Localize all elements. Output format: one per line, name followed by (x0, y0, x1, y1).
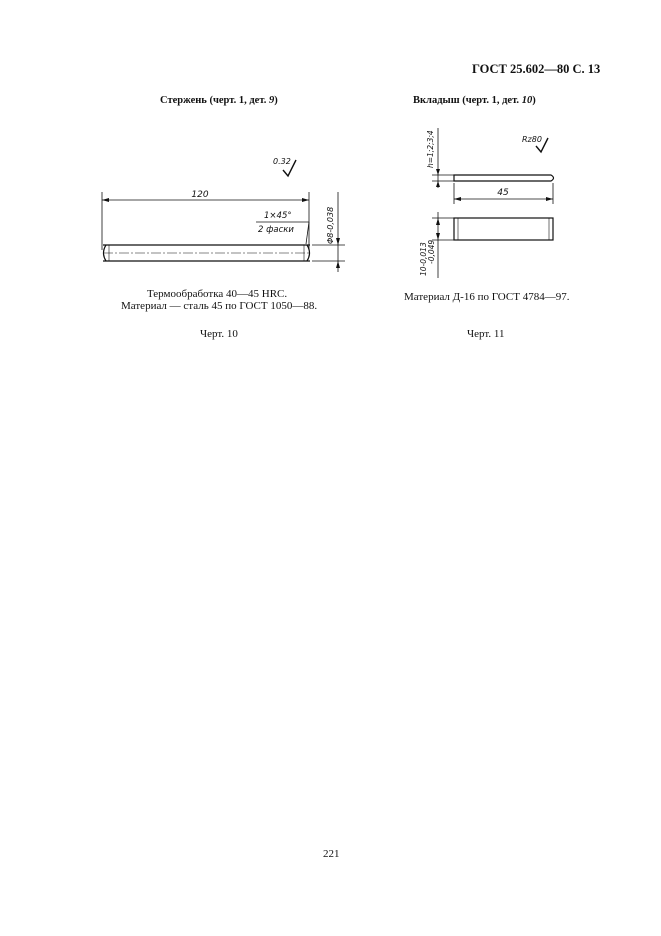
left-note-material: Материал — сталь 45 по ГОСТ 1050—88. (121, 300, 318, 312)
left-note-heat-treatment: Термообработка 40—45 HRC. (147, 288, 288, 300)
right-note-material: Материал Д-16 по ГОСТ 4784—97. (404, 291, 570, 303)
page-number: 221 (323, 848, 340, 860)
insert-width-label-bottom: -0,049 (427, 239, 436, 264)
insert-width-label-top: 10-0,013 (419, 242, 428, 276)
insert-top-view (454, 218, 553, 240)
right-title-number: 10 (521, 95, 533, 106)
rod-roughness-label: 0.32 (273, 157, 291, 166)
rod-diameter-label: Φ8-0,038 (326, 206, 335, 244)
rod-chamfer-note: 2 фаски (258, 225, 294, 235)
right-figure-caption: Черт. 11 (467, 328, 505, 340)
right-title-prefix: Вкладыш (черт. 1, дет. (413, 95, 522, 106)
rod-length-label: 120 (191, 190, 209, 200)
left-figure-caption: Черт. 10 (200, 328, 238, 340)
document-header: ГОСТ 25.602—80 С. 13 (472, 62, 601, 76)
insert-thickness-label: h=1;2;3;4 (426, 130, 435, 168)
rod-chamfer-label: 1×45° (264, 211, 292, 221)
insert-side-view (454, 175, 554, 181)
insert-roughness-label: Rz80 (522, 135, 542, 144)
left-title-prefix: Стержень (черт. 1, дет. (160, 95, 269, 106)
right-title-suffix: ) (532, 95, 536, 106)
left-title-suffix: ) (274, 95, 278, 106)
left-title-number: 9 (268, 95, 275, 106)
insert-length-label: 45 (497, 188, 509, 198)
